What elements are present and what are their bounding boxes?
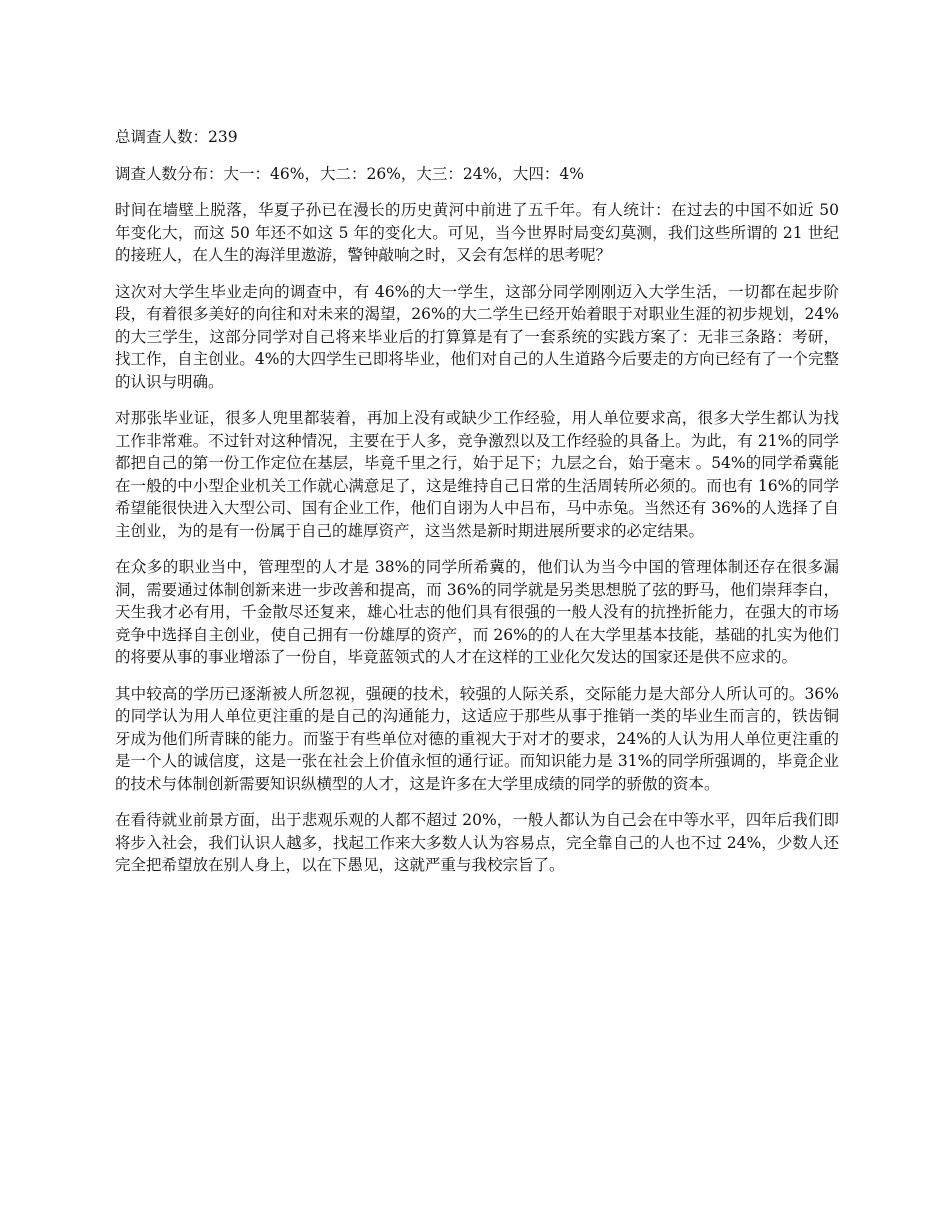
employment-outlook-paragraph: 在看待就业前景方面，出于悲观乐观的人都不超过 20%，一般人都认为自己会在中等水平，四年后我们即将步入社会，我们认识人越多，找起工作来大多数人认为容易点，完全靠自己的人也不过 24%，少数人还完全把希望放在别人身上，以在下愚见，这就严重与我校宗旨了。 (115, 811, 839, 874)
job-expectation-paragraph: 对那张毕业证，很多人兜里都装着，再加上没有或缺少工作经验，用人单位要求高，很多大学生都认为找工作非常难。不过针对这种情况，主要在于人多，竞争激烈以及工作经验的具备上。为此，有 21%的同学都把自己的第一份工作定位在基层，毕竟千里之行，始于足下；九层之台，始于毫末 。54%的同学希冀能在一般的中小型企业机关工作就心满意足了，这是维持自己日常的生活周转所必须的。而也有 16%的同学希望能很快进入大型公司、国有企业工作，他们自诩为人中吕布，马中赤兔。当然还有 36%的人选择了自主创业，为的是有一份属于自己的雄厚资产，这当然是新时期进展所要求的必定结果。 (115, 409, 839, 540)
career-type-paragraph: 在众多的职业当中，管理型的人才是 38%的同学所希冀的，他们认为当今中国的管理体制还存在很多漏洞，需要通过体制创新来进一步改善和提高，而 36%的同学就是另类思想脱了弦的野马，他们崇拜李白，天生我才必有用，千金散尽还复来，雄心壮志的他们具有很强的一般人没有的抗挫折能力，在强大的市场竞争中选择自主创业，使自己拥有一份雄厚的资产，而 26%的的人在大学里基本技能，基础的扎实为他们的将要从事的事业增添了一份自，毕竟蓝领式的人才在这样的工业化欠发达的国家还是供不应求的。 (115, 558, 839, 666)
employer-priority-paragraph: 其中较高的学历已逐渐被人所忽视，强硬的技术，较强的人际关系，交际能力是大部分人所认可的。36%的同学认为用人单位更注重的是自己的沟通能力，这适应于那些从事于推销一类的毕业生而言的，铁齿铜牙成为他们所青睐的能力。而鉴于有些单位对德的重视大于对才的要求，24%的人认为用人单位更注重的是一个人的诚信度，这是一张在社会上价值永恒的通行证。而知识能力是 31%的同学所强调的，毕竟企业的技术与体制创新需要知识纵横型的人才，这是许多在大学里成绩的同学的骄傲的资本。 (115, 684, 839, 793)
survey-total-line: 总调查人数：239 (115, 128, 238, 146)
document-body (115, 126, 839, 891)
intro-paragraph: 时间在墙壁上脱落，华夏子孙已在漫长的历史黄河中前进了五千年。有人统计：在过去的中国不如近 50 年变化大，而这 50 年还不如这 5 年的变化大。可见，当今世界时局变幻莫测，我们这些所谓的 21 世纪的接班人，在人生的海洋里遨游，警钟敲响之时，又会有怎样的思考呢？ (115, 201, 839, 264)
survey-distribution-line: 调查人数分布：大一：46%，大二：26%，大三：24%，大四：4% (115, 164, 584, 183)
grade-distribution-paragraph: 这次对大学生毕业走向的调查中，有 46%的大一学生，这部分同学刚刚迈入大学生活，一切都在起步阶段，有着很多美好的向往和对未来的渴望，26%的大二学生已经开始着眼于对职业生涯的初步规划，24%的大三学生，这部分同学对自己将来毕业后的打算算是有了一套系统的实践方案了：无非三条路：考研，找工作，自主创业。4%的大四学生已即将毕业，他们对自己的人生道路今后要走的方向已经有了一个完整的认识与明确。 (115, 282, 839, 391)
